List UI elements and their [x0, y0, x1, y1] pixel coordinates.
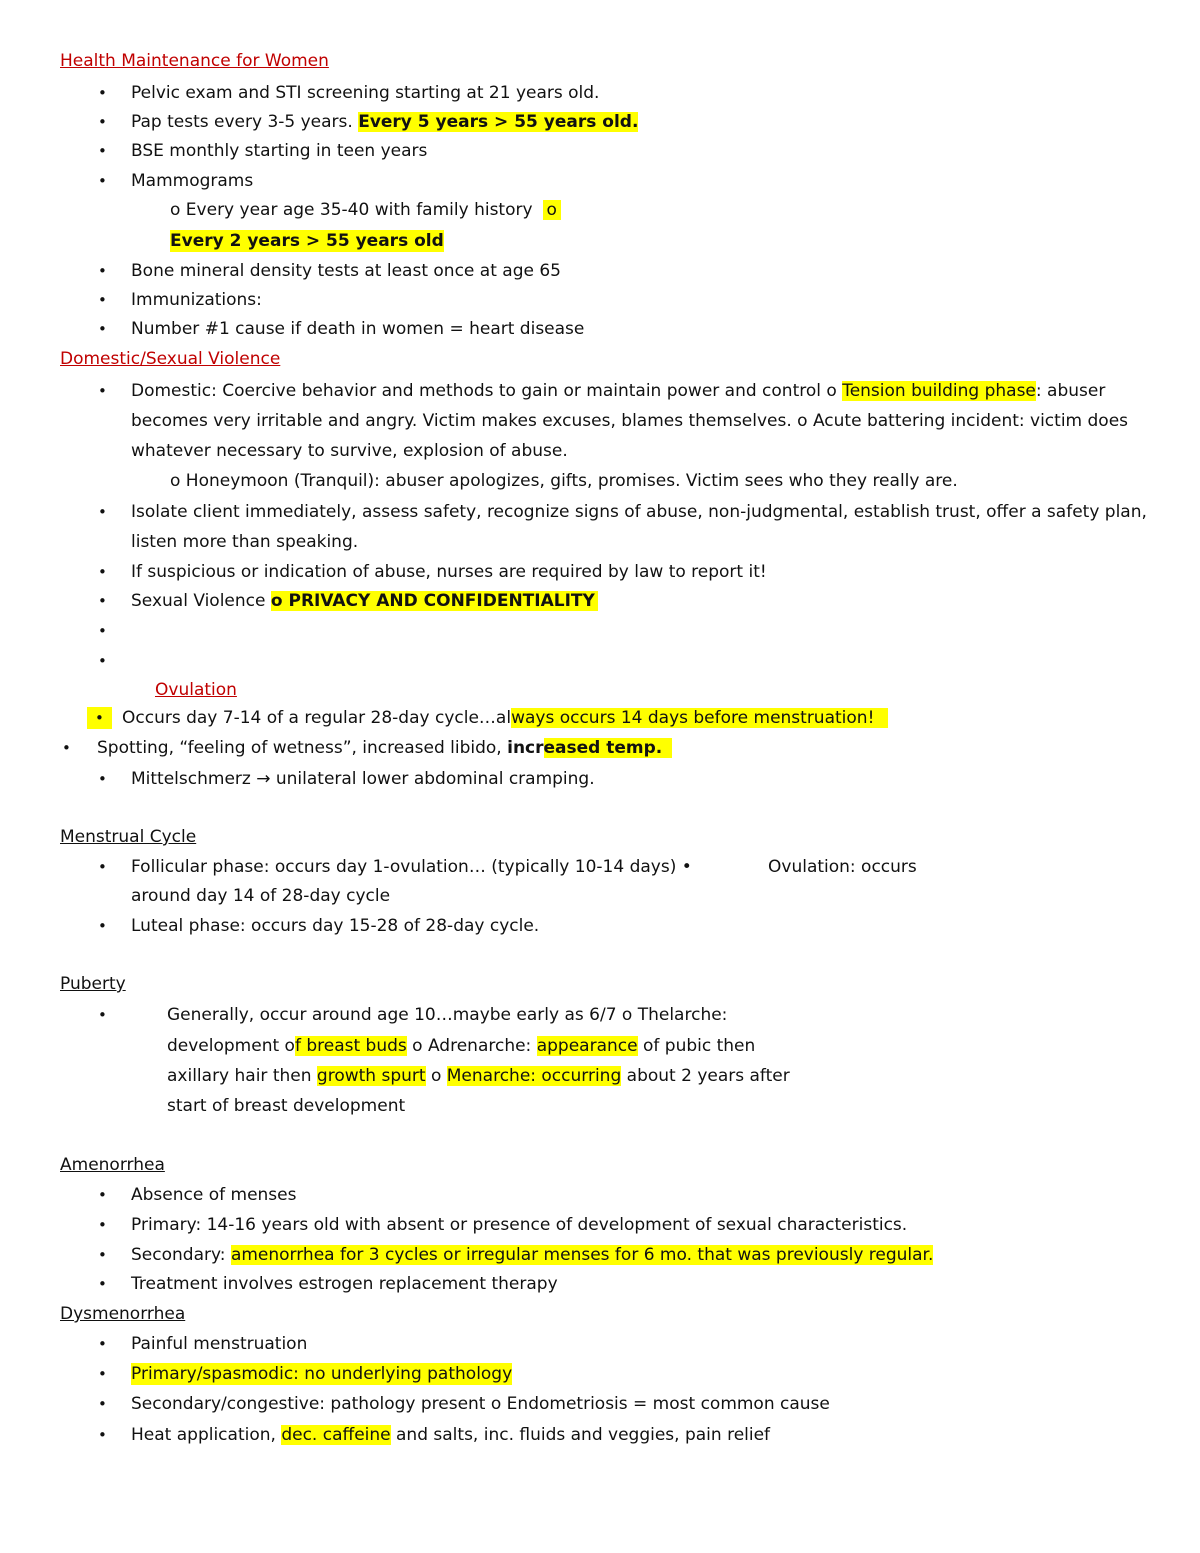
- text: o: [425, 1066, 447, 1086]
- text: Secondary:: [131, 1245, 231, 1265]
- text: o Adrenarche:: [406, 1036, 537, 1056]
- highlight: growth spurt: [316, 1066, 426, 1086]
- list-item: If suspicious or indication of abuse, nurses are required by law to report it!: [131, 562, 767, 582]
- text: of pubic then: [637, 1036, 756, 1056]
- bullet: •: [98, 84, 107, 102]
- text: Sexual Violence: [131, 591, 271, 611]
- text: about 2 years after: [621, 1066, 790, 1086]
- list-item: Bone mineral density tests at least once at age 65: [131, 261, 561, 281]
- highlight: o PRIVACY AND CONFIDENTIALITY: [271, 591, 598, 611]
- section-title-puberty: Puberty: [60, 974, 126, 994]
- text: and salts, inc. fluids and veggies, pain relief: [390, 1425, 771, 1445]
- list-item: Mittelschmerz → unilateral lower abdominal cramping.: [131, 769, 595, 789]
- section-title-health: Health Maintenance for Women: [60, 51, 329, 71]
- list-item: [131, 1244, 933, 1266]
- bullet: •: [98, 503, 107, 521]
- list-item-highlight: Primary/spasmodic: no underlying pathology: [131, 1364, 513, 1384]
- highlight: Menarche: occurring: [446, 1066, 622, 1086]
- list-item: Isolate client immediately, assess safety, recognize signs of abuse, non-judgmental, establish trust, offer a safety plan,: [131, 502, 1147, 522]
- list-item-continuation: becomes very irritable and angry. Victim makes excuses, blames themselves. o Acute battering incident: victim does: [131, 411, 1129, 431]
- section-title-dysmenorrhea: Dysmenorrhea: [60, 1304, 186, 1324]
- bullet: •: [98, 858, 107, 876]
- list-item: Painful menstruation: [131, 1334, 308, 1354]
- sub-item-highlight: Every 2 years > 55 years old: [170, 231, 444, 251]
- list-item: BSE monthly starting in teen years: [131, 141, 428, 161]
- sub-item: [170, 199, 561, 221]
- highlight: Tension building phase: [842, 381, 1036, 401]
- list-item-continuation: [167, 1035, 755, 1057]
- bullet: •: [98, 142, 107, 160]
- bullet: •: [98, 320, 107, 338]
- highlight: eased temp.: [544, 738, 673, 758]
- sub-item: o Honeymoon (Tranquil): abuser apologizes, gifts, promises. Victim sees who they really are.: [170, 471, 958, 491]
- section-title-menstrual: Menstrual Cycle: [60, 827, 197, 847]
- section-title-amenorrhea: Amenorrhea: [60, 1155, 165, 1175]
- list-item: Follicular phase: occurs day 1-ovulation… (typically 10-14 days) •: [131, 857, 692, 877]
- list-item: Luteal phase: occurs day 15-28 of 28-day cycle.: [131, 916, 540, 936]
- text: Spotting, “feeling of wetness”, increased libido,: [97, 738, 508, 758]
- bullet: •: [98, 1335, 107, 1353]
- list-item: Generally, occur around age 10…maybe early as 6/7 o Thelarche:: [167, 1005, 728, 1025]
- highlight: amenorrhea for 3 cycles or irregular menses for 6 mo. that was previously regular.: [230, 1245, 934, 1265]
- bullet: •: [98, 1395, 107, 1413]
- text: development o: [167, 1036, 295, 1056]
- list-item: [97, 737, 672, 759]
- highlight: dec. caffeine: [281, 1425, 391, 1445]
- text: axillary hair then: [167, 1066, 317, 1086]
- text: Occurs day 7-14 of a regular 28-day cycle…al: [122, 708, 512, 728]
- list-item: [131, 1424, 770, 1446]
- list-item: [131, 590, 598, 612]
- bullet: •: [98, 592, 107, 610]
- list-item-continuation: start of breast development: [167, 1096, 406, 1116]
- text: Heat application,: [131, 1425, 282, 1445]
- highlight: f breast buds: [294, 1036, 407, 1056]
- text: Pap tests every 3-5 years.: [131, 112, 359, 132]
- section-title-violence: Domestic/Sexual Violence: [60, 349, 281, 369]
- bullet: •: [98, 172, 107, 190]
- bullet: •: [98, 1426, 107, 1444]
- list-item-continuation: around day 14 of 28-day cycle: [131, 886, 391, 906]
- section-title-ovulation: Ovulation: [155, 680, 237, 700]
- bullet: •: [98, 563, 107, 581]
- text: : abuser: [1035, 381, 1106, 401]
- bullet: •: [98, 262, 107, 280]
- bullet: •: [98, 652, 107, 670]
- list-item: [131, 380, 1105, 402]
- highlight: Every 5 years > 55 years old.: [358, 112, 639, 132]
- bullet: •: [98, 622, 107, 640]
- bullet-highlighted: •: [87, 707, 112, 729]
- list-item: [122, 707, 888, 729]
- list-item: Immunizations:: [131, 290, 262, 310]
- bullet: •: [98, 291, 107, 309]
- list-item: Secondary/congestive: pathology present o Endometriosis = most common cause: [131, 1394, 830, 1414]
- list-item-continuation: listen more than speaking.: [131, 532, 359, 552]
- bullet: •: [98, 770, 107, 788]
- text: Domestic: Coercive behavior and methods to gain or maintain power and control o: [131, 381, 843, 401]
- bullet: •: [98, 1006, 107, 1024]
- list-item: Treatment involves estrogen replacement therapy: [131, 1274, 558, 1294]
- list-item-continuation: whatever necessary to survive, explosion of abuse.: [131, 441, 568, 461]
- list-item: Number #1 cause if death in women = heart disease: [131, 319, 585, 339]
- list-item: Pelvic exam and STI screening starting at 21 years old.: [131, 83, 600, 103]
- highlight: o: [543, 200, 561, 220]
- list-item: Mammograms: [131, 171, 254, 191]
- text: o Every year age 35-40 with family history: [170, 200, 533, 220]
- bullet: •: [98, 1216, 107, 1234]
- list-item: Primary: 14-16 years old with absent or presence of development of sexual characteristics.: [131, 1215, 908, 1235]
- list-item-continuation: [167, 1065, 790, 1087]
- bullet: •: [98, 1186, 107, 1204]
- bullet: •: [98, 917, 107, 935]
- list-item: Ovulation: occurs: [768, 857, 917, 877]
- list-item: [131, 111, 638, 133]
- bullet: •: [98, 382, 107, 400]
- highlight: ways occurs 14 days before menstruation!: [511, 708, 888, 728]
- highlight: appearance: [536, 1036, 638, 1056]
- text: incr: [507, 738, 544, 758]
- bullet: •: [98, 1365, 107, 1383]
- bullet: •: [98, 1275, 107, 1293]
- bullet: •: [98, 1246, 107, 1264]
- bullet: •: [62, 739, 71, 757]
- list-item: Absence of menses: [131, 1185, 297, 1205]
- bullet: •: [98, 113, 107, 131]
